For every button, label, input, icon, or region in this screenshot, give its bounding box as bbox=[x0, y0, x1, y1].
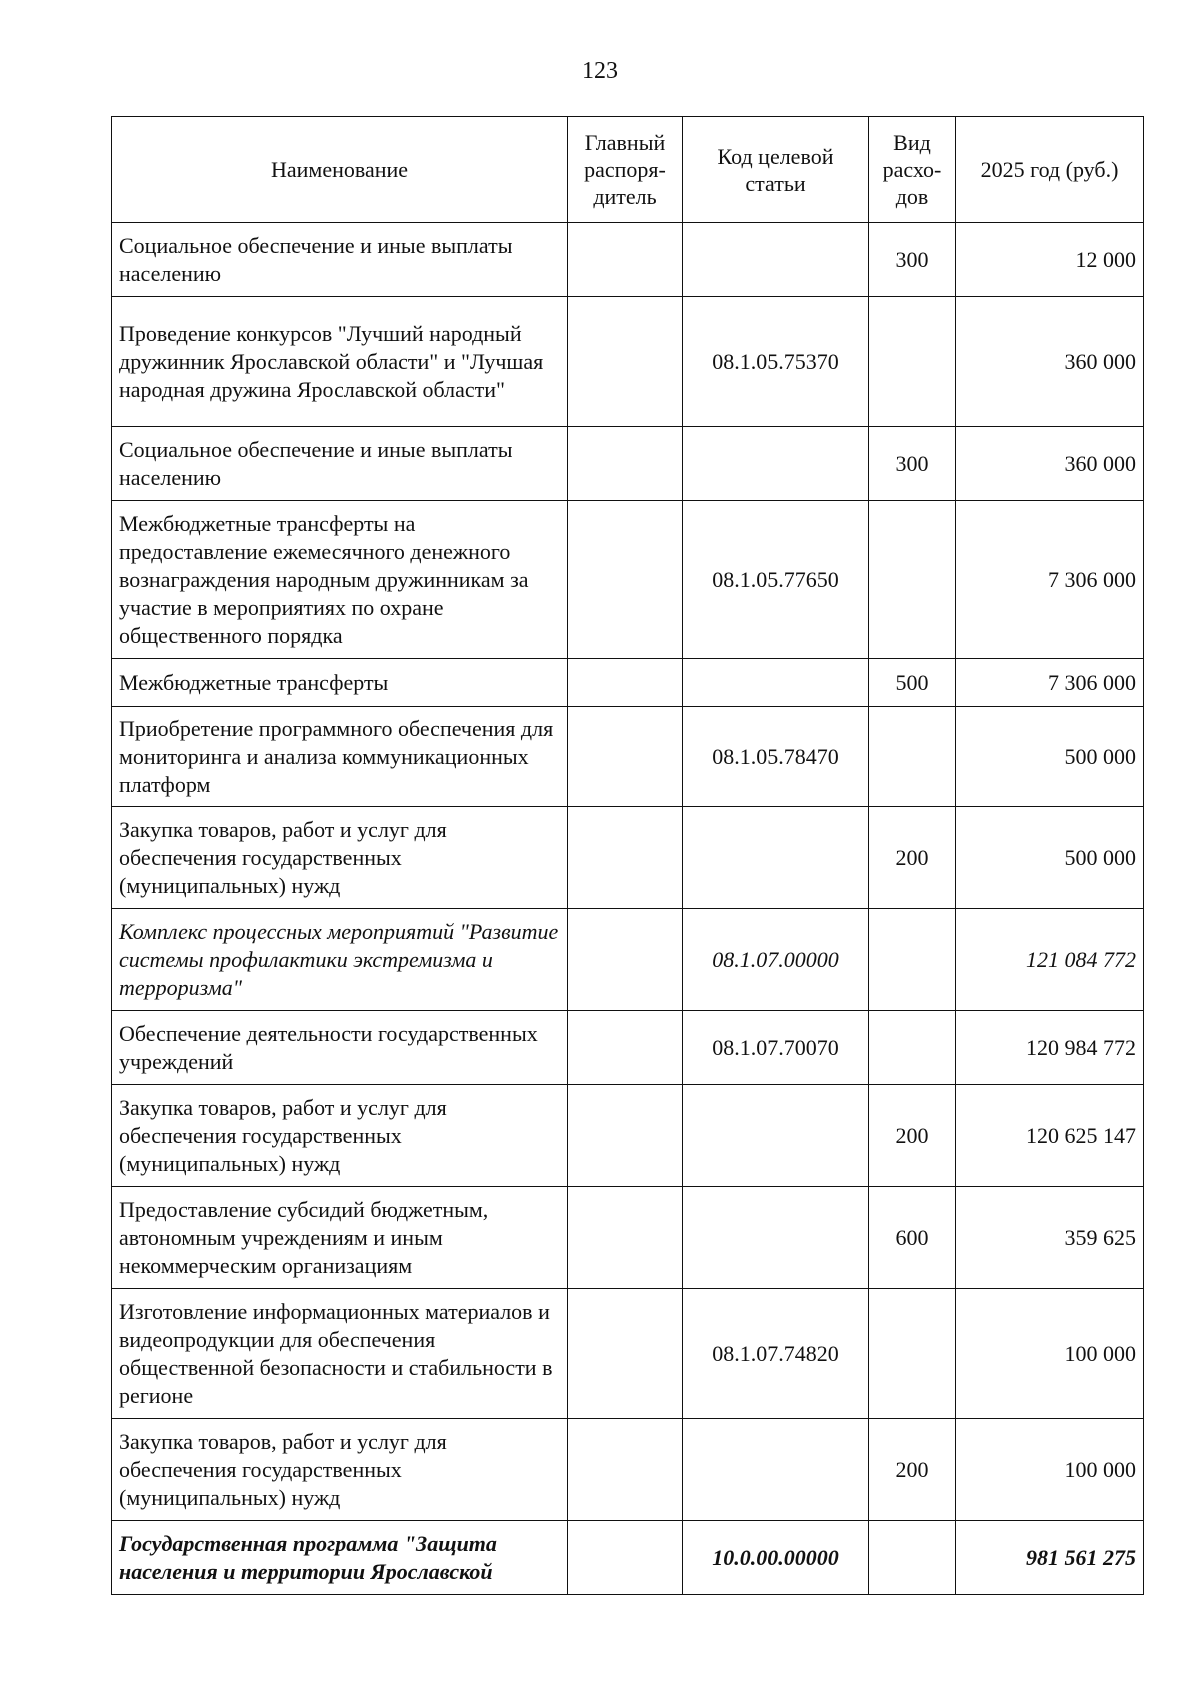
row-amount-cell: 121 084 772 bbox=[956, 909, 1144, 1011]
row-amount-cell: 981 561 275 bbox=[956, 1521, 1144, 1595]
row-main-manager-cell bbox=[568, 1187, 683, 1289]
row-main-manager-cell bbox=[568, 909, 683, 1011]
row-name-cell: Межбюджетные трансферты bbox=[112, 659, 568, 707]
row-target-code-cell: 08.1.05.75370 bbox=[683, 297, 869, 427]
row-target-code-cell: 08.1.05.78470 bbox=[683, 707, 869, 807]
row-target-code-cell bbox=[683, 1187, 869, 1289]
table-header-row bbox=[112, 117, 1144, 223]
table-row bbox=[112, 1187, 1144, 1289]
row-main-manager-cell bbox=[568, 297, 683, 427]
row-amount-cell: 100 000 bbox=[956, 1289, 1144, 1419]
table-row bbox=[112, 1521, 1144, 1595]
row-expense-type-cell bbox=[869, 1521, 956, 1595]
row-amount-cell: 7 306 000 bbox=[956, 501, 1144, 659]
row-name-cell: Изготовление информационных материалов и видеопродукции для обеспечения общественной безопасности и стабильности в регионе bbox=[112, 1289, 568, 1419]
row-expense-type-cell bbox=[869, 909, 956, 1011]
row-name-cell: Социальное обеспечение и иные выплаты населению bbox=[112, 223, 568, 297]
row-name-cell: Государственная программа "Защита населения и территории Ярославской bbox=[112, 1521, 568, 1595]
row-main-manager-cell bbox=[568, 1521, 683, 1595]
row-target-code-cell: 08.1.07.74820 bbox=[683, 1289, 869, 1419]
row-expense-type-cell: 500 bbox=[869, 659, 956, 707]
row-target-code-cell bbox=[683, 1419, 869, 1521]
table-row bbox=[112, 297, 1144, 427]
table-row bbox=[112, 909, 1144, 1011]
row-name-cell: Предоставление субсидий бюджетным, автономным учреждениям и иным некоммерческим организациям bbox=[112, 1187, 568, 1289]
row-expense-type-cell bbox=[869, 297, 956, 427]
row-name-cell: Социальное обеспечение и иные выплаты населению bbox=[112, 427, 568, 501]
row-expense-type-cell: 300 bbox=[869, 427, 956, 501]
row-name-cell: Межбюджетные трансферты на предоставление ежемесячного денежного вознаграждения народным дружинникам за участие в мероприятиях по охране общественного порядка bbox=[112, 501, 568, 659]
row-amount-cell: 500 000 bbox=[956, 707, 1144, 807]
row-amount-cell: 120 984 772 bbox=[956, 1011, 1144, 1085]
row-expense-type-cell bbox=[869, 1011, 956, 1085]
table-row bbox=[112, 223, 1144, 297]
row-main-manager-cell bbox=[568, 807, 683, 909]
row-target-code-cell: 10.0.00.00000 bbox=[683, 1521, 869, 1595]
row-expense-type-cell: 200 bbox=[869, 1085, 956, 1187]
row-target-code-cell: 08.1.07.00000 bbox=[683, 909, 869, 1011]
row-amount-cell: 360 000 bbox=[956, 297, 1144, 427]
row-target-code-cell: 08.1.05.77650 bbox=[683, 501, 869, 659]
page-number: 123 bbox=[582, 58, 618, 84]
table-row bbox=[112, 659, 1144, 707]
row-name-cell: Закупка товаров, работ и услуг для обеспечения государственных (муниципальных) нужд bbox=[112, 807, 568, 909]
header-target-code: Код целевой статьи bbox=[683, 117, 869, 223]
table-row bbox=[112, 1419, 1144, 1521]
row-main-manager-cell bbox=[568, 1085, 683, 1187]
row-amount-cell: 500 000 bbox=[956, 807, 1144, 909]
header-expense-type: Вид расхо-дов bbox=[869, 117, 956, 223]
row-amount-cell: 100 000 bbox=[956, 1419, 1144, 1521]
row-expense-type-cell: 200 bbox=[869, 1419, 956, 1521]
row-main-manager-cell bbox=[568, 223, 683, 297]
row-main-manager-cell bbox=[568, 501, 683, 659]
row-amount-cell: 360 000 bbox=[956, 427, 1144, 501]
row-amount-cell: 7 306 000 bbox=[956, 659, 1144, 707]
table-row bbox=[112, 501, 1144, 659]
row-name-cell: Проведение конкурсов "Лучший народный дружинник Ярославской области" и "Лучшая народная дружина Ярославской области" bbox=[112, 297, 568, 427]
row-target-code-cell: 08.1.07.70070 bbox=[683, 1011, 869, 1085]
row-expense-type-cell bbox=[869, 501, 956, 659]
table-row bbox=[112, 1085, 1144, 1187]
row-expense-type-cell bbox=[869, 707, 956, 807]
row-target-code-cell bbox=[683, 427, 869, 501]
row-name-cell: Приобретение программного обеспечения для мониторинга и анализа коммуникационных платформ bbox=[112, 707, 568, 807]
row-target-code-cell bbox=[683, 807, 869, 909]
table-row bbox=[112, 807, 1144, 909]
row-amount-cell: 120 625 147 bbox=[956, 1085, 1144, 1187]
table-row bbox=[112, 427, 1144, 501]
row-name-cell: Закупка товаров, работ и услуг для обеспечения государственных (муниципальных) нужд bbox=[112, 1419, 568, 1521]
row-name-cell: Закупка товаров, работ и услуг для обеспечения государственных (муниципальных) нужд bbox=[112, 1085, 568, 1187]
row-expense-type-cell: 600 bbox=[869, 1187, 956, 1289]
row-name-cell: Обеспечение деятельности государственных учреждений bbox=[112, 1011, 568, 1085]
row-main-manager-cell bbox=[568, 1289, 683, 1419]
row-main-manager-cell bbox=[568, 659, 683, 707]
row-target-code-cell bbox=[683, 659, 869, 707]
table-row bbox=[112, 1011, 1144, 1085]
row-target-code-cell bbox=[683, 1085, 869, 1187]
header-main-manager: Главный распоря-дитель bbox=[568, 117, 683, 223]
row-target-code-cell bbox=[683, 223, 869, 297]
row-main-manager-cell bbox=[568, 1011, 683, 1085]
table-row bbox=[112, 707, 1144, 807]
row-amount-cell: 359 625 bbox=[956, 1187, 1144, 1289]
header-name: Наименование bbox=[112, 117, 568, 223]
header-year-amount: 2025 год (руб.) bbox=[956, 117, 1144, 223]
row-expense-type-cell: 200 bbox=[869, 807, 956, 909]
budget-table bbox=[111, 116, 1144, 1595]
row-amount-cell: 12 000 bbox=[956, 223, 1144, 297]
table-row bbox=[112, 1289, 1144, 1419]
row-name-cell: Комплекс процессных мероприятий "Развитие системы профилактики экстремизма и терроризма" bbox=[112, 909, 568, 1011]
row-main-manager-cell bbox=[568, 707, 683, 807]
row-expense-type-cell bbox=[869, 1289, 956, 1419]
table-body bbox=[112, 223, 1144, 1595]
row-main-manager-cell bbox=[568, 427, 683, 501]
row-expense-type-cell: 300 bbox=[869, 223, 956, 297]
row-main-manager-cell bbox=[568, 1419, 683, 1521]
